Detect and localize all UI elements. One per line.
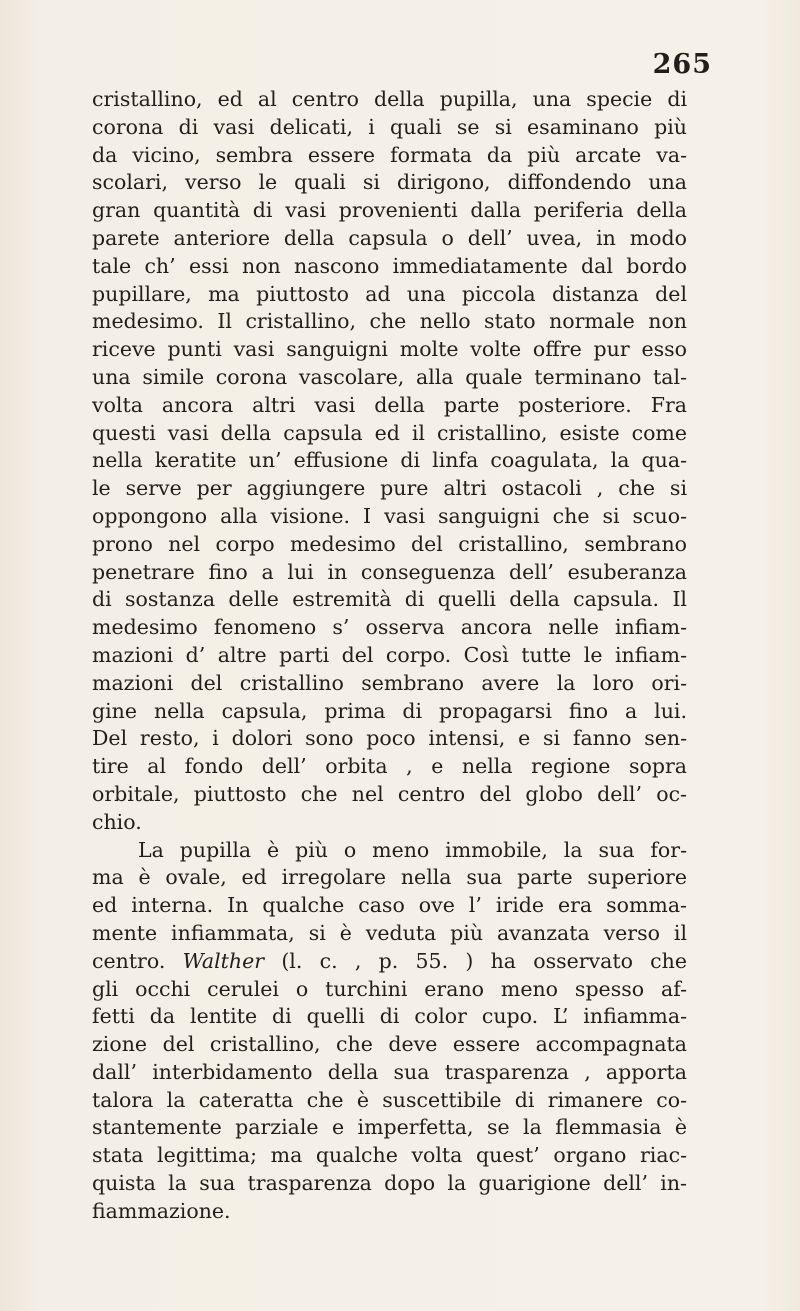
text-line: oppongono alla visione. I vasi sanguigni che si scuo- — [92, 503, 687, 528]
text-line: cristallino, ed al centro della pupilla, una specie di — [92, 87, 687, 111]
text-line: mazioni d’ altre parti del corpo. Così tutte le infiam- — [92, 642, 687, 667]
text-line: ed interna. In qualche caso ove l’ iride era somma- — [92, 893, 687, 918]
text-line: dall’ interbidamento della sua trasparenza , apporta — [92, 1059, 687, 1084]
text-line: gli occhi cerulei o turchini erano meno spesso af- — [92, 976, 687, 1001]
text-line: chio. — [92, 809, 142, 834]
text-line: La pupilla è più o meno immobile, la sua for- — [138, 837, 687, 862]
text-line: parete anteriore della capsula o dell’ uvea, in modo — [92, 225, 687, 250]
text-line: Del resto, i dolori sono poco intensi, e si fanno sen- — [92, 726, 687, 751]
text-line: zione del cristallino, che deve essere accompagnata — [92, 1032, 687, 1057]
text-line: mazioni del cristallino sembrano avere la loro ori- — [92, 670, 687, 695]
text-line: tire al fondo dell’ orbita , e nella regione sopra — [92, 754, 687, 779]
text-line: scolari, verso le quali si dirigono, diffondendo una — [92, 170, 687, 195]
text-line: gran quantità di vasi provenienti dalla periferia della — [92, 198, 687, 223]
text-line: gine nella capsula, prima di propagarsi fino a lui. — [92, 698, 687, 723]
text-line: ma è ovale, ed irregolare nella sua parte superiore — [92, 865, 687, 890]
text-line: mente infiammata, si è veduta più avanzata verso il — [92, 920, 687, 945]
text-line: pupillare, ma piuttosto ad una piccola distanza del — [92, 281, 687, 306]
author-name: Walther — [182, 948, 265, 973]
text-line: stantemente parziale e imperfetta, se la flemmasia è — [92, 1115, 687, 1140]
text-line: talora la cateratta che è suscettibile di rimanere co- — [92, 1087, 687, 1112]
text-line-with-citation — [92, 948, 687, 976]
text-line: orbitale, piuttosto che nel centro del globo dell’ oc- — [92, 781, 687, 806]
text-line: le serve per aggiungere pure altri ostacoli , che si — [92, 476, 687, 501]
text-line: medesimo. Il cristallino, che nello stato normale non — [92, 309, 687, 334]
text-line: medesimo fenomeno s’ osserva ancora nelle infiam- — [92, 615, 687, 640]
page-number: 265 — [652, 49, 712, 80]
text-line: nella keratite un’ effusione di linfa coagulata, la qua- — [92, 448, 687, 473]
text-line: di sostanza delle estremità di quelli della capsula. Il — [92, 587, 687, 612]
text-line: quista la sua trasparenza dopo la guarigione dell’ in- — [92, 1171, 687, 1196]
text-line: tale ch’ essi non nascono immediatamente dal bordo — [92, 253, 687, 278]
text-segment: centro. — [92, 948, 166, 973]
text-line: prono nel corpo medesimo del cristallino, sembrano — [92, 531, 687, 556]
text-line: da vicino, sembra essere formata da più arcate va- — [92, 142, 687, 167]
body-text — [92, 86, 687, 1226]
text-line: volta ancora altri vasi della parte posteriore. Fra — [92, 392, 687, 417]
text-line: riceve punti vasi sanguigni molte volte offre pur esso — [92, 337, 687, 362]
text-line: penetrare fino a lui in conseguenza dell’ esuberanza — [92, 559, 687, 584]
text-line: stata legittima; ma qualche volta quest’ organo riac- — [92, 1143, 687, 1168]
text-line: una simile corona vascolare, alla quale terminano tal- — [92, 364, 687, 389]
text-line: questi vasi della capsula ed il cristallino, esiste come — [92, 420, 687, 445]
text-line: corona di vasi delicati, i quali se si esaminano più — [92, 114, 687, 139]
text-line: fiammazione. — [92, 1198, 231, 1223]
text-segment: (l. c. , p. 55. ) ha osservato che — [281, 948, 687, 973]
text-line: fetti da lentite di quelli di color cupo. L’ infiamma- — [92, 1004, 687, 1029]
